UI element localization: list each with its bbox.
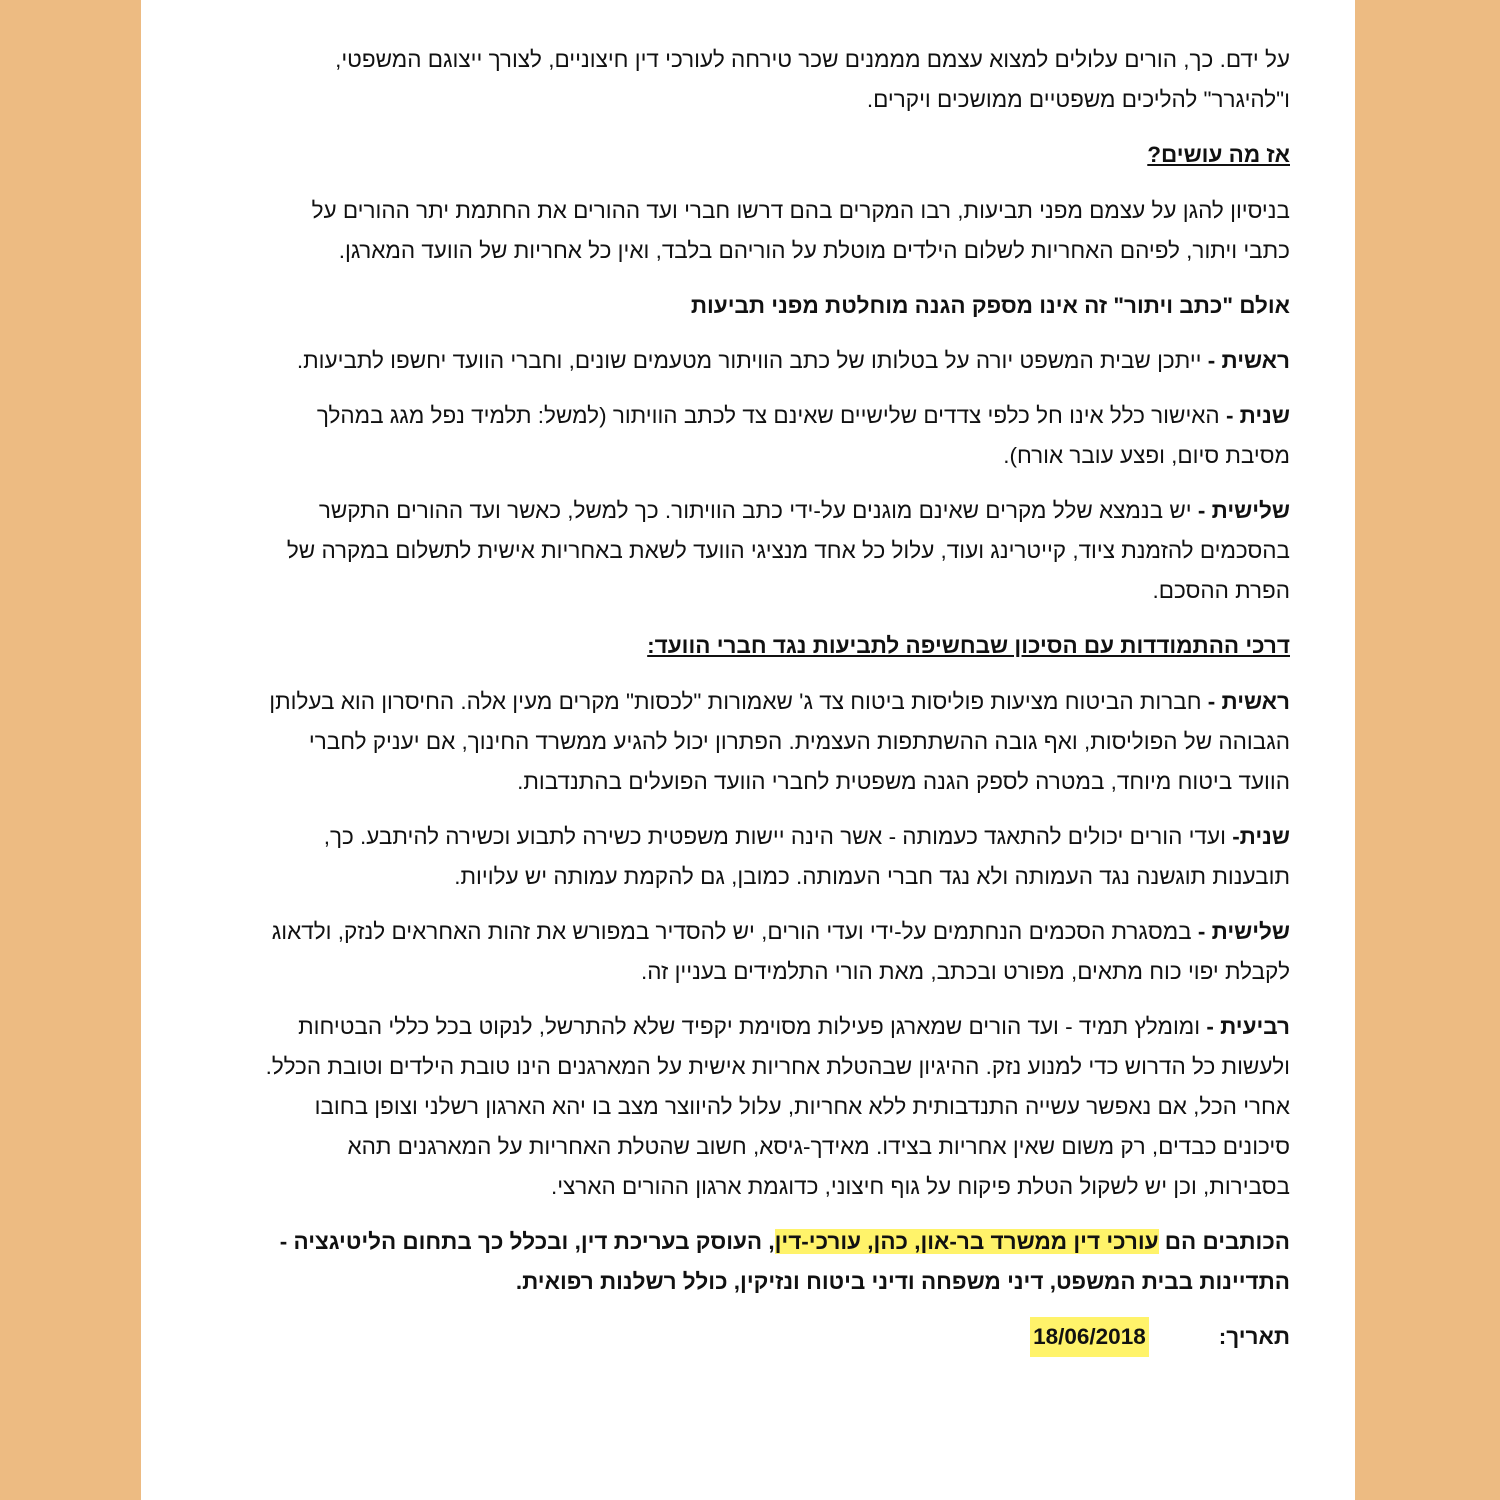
point-text: ומומלץ תמיד - ועד הורים שמארגן פעילות מסוימת יקפיד שלא להתרשל, לנקוט בכל כללי הבטיחות ולעשות כל הדרוש כדי למנוע נזק. ההיגיון שבהטלת אחריות אישית על המארגנים הינו טובת הילדים וטובת הכלל. אחרי הכל, אם נאפשר עשייה התנדבותית ללא אחריות, עלול להיווצר מצב בו יהא הארגון רשלני וצופן בחובו סיכונים כבדים, רק משום שאין אחריות בצידו. מאידך-גיסא, חשוב שהטלת האחריות על המארגנים תהא בסבירות, וכן יש לשקול הטלת פיקוח על גוף חיצוני, כדוגמת ארגון ההורים הארצי. xyxy=(265,1014,1290,1199)
heading-ways-to-cope: דרכי ההתמודדות עם הסיכון שבחשיפה לתביעות נגד חברי הוועד: xyxy=(647,633,1290,658)
point-text: ייתכן שבית המשפט יורה על בטלותו של כתב הוויתור מטעמים שונים, וחברי הוועד יחשפו לתביעות. xyxy=(296,348,1208,373)
point-text: במסגרת הסכמים הנחתמים על-ידי ועדי הורים, יש להסדיר במפורש את זהות האחראים לנזק, ולדאוג לקבלת יפוי כוח מתאים, מפורט ובכתב, מאת הורי התלמידים בעניין זה. xyxy=(271,919,1290,984)
point-lead: ראשית - xyxy=(1207,348,1290,373)
authors-prefix: הכותבים הם xyxy=(1158,1229,1290,1254)
waiver-point-1 xyxy=(260,341,1290,381)
waiver-point-3 xyxy=(260,491,1290,611)
intro-paragraph: על ידם. כך, הורים עלולים למצוא עצמם מממנים שכר טירחה לעורכי דין חיצוניים, לצורך ייצוגם המשפטי, ו"להיגרר" להליכים משפטיים ממושכים ויקרים. xyxy=(335,47,1290,112)
date-row xyxy=(260,1317,1290,1357)
point-text: יש בנמצא שלל מקרים שאינם מוגנים על-ידי כתב הוויתור. כך למשל, כאשר ועד ההורים התקשר בהסכמים להזמנת ציוד, קייטרינג ועוד, עלול כל אחד מנציגי הוועד לשאת באחריות אישית לתשלום במקרה של הפרת ההסכם. xyxy=(286,498,1290,603)
point-lead: רביעית - xyxy=(1206,1014,1290,1039)
point-lead: שלישית - xyxy=(1197,498,1290,523)
document-page xyxy=(141,0,1355,1500)
point-lead: שנית - xyxy=(1225,403,1290,428)
point-lead: ראשית - xyxy=(1207,689,1290,714)
however-statement: אולם "כתב ויתור" זה אינו מספק הגנה מוחלטת מפני תביעות xyxy=(690,293,1290,318)
solution-point-3 xyxy=(260,912,1290,992)
waiver-paragraph: בניסיון להגן על עצמם מפני תביעות, רבו המקרים בהם דרשו חברי ועד ההורים את החתמת יתר ההורים על כתבי ויתור, לפיהם האחריות לשלום הילדים מוטלת על הוריהם בלבד, ואין כל אחריות של הוועד המארגן. xyxy=(311,198,1290,263)
article-body xyxy=(260,40,1290,1357)
authors-paragraph xyxy=(260,1222,1290,1302)
point-lead: שלישית - xyxy=(1197,919,1290,944)
heading-what-to-do: אז מה עושים? xyxy=(1147,142,1290,167)
authors-highlight: עורכי דין ממשרד בר-און, כהן, עורכי-דין xyxy=(774,1229,1159,1254)
solution-point-1 xyxy=(260,682,1290,802)
point-text: האישור כלל אינו חל כלפי צדדים שלישיים שאינם צד לכתב הוויתור (למשל: תלמיד נפל מגג במהלך מסיבת סיום, ופצע עובר אורח). xyxy=(316,403,1290,468)
point-text: ועדי הורים יכולים להתאגד כעמותה - אשר הינה יישות משפטית כשירה לתבוע וכשירה להיתבע. כך, תובענות תוגשנה נגד העמותה ולא נגד חברי העמותה. כמובן, גם להקמת עמותה יש עלויות. xyxy=(323,824,1290,889)
solution-point-4 xyxy=(260,1007,1290,1207)
solution-point-2 xyxy=(260,817,1290,897)
waiver-point-2 xyxy=(260,396,1290,476)
point-text: חברות הביטוח מציעות פוליסות ביטוח צד ג' שאמורות "לכסות" מקרים מעין אלה. החיסרון הוא בעלותן הגבוהה של הפוליסות, ואף גובה ההשתתפות העצמית. הפתרון יכול להגיע ממשרד החינוך, אם יעניק לחברי הוועד ביטוח מיוחד, במטרה לספק הגנה משפטית לחברי הוועד הפועלים בהתנדבות. xyxy=(269,689,1290,794)
authors-suffix: , העוסק בעריכת דין, ובכלל כך בתחום הליטיגציה - התדיינות בבית המשפט, דיני משפחה ודיני ביטוח ונזיקין, כולל רשלנות רפואית. xyxy=(279,1229,1290,1294)
date-value: 18/06/2018 xyxy=(1030,1317,1149,1357)
point-lead: שנית- xyxy=(1232,824,1290,849)
date-label: תאריך: xyxy=(1218,1324,1290,1349)
